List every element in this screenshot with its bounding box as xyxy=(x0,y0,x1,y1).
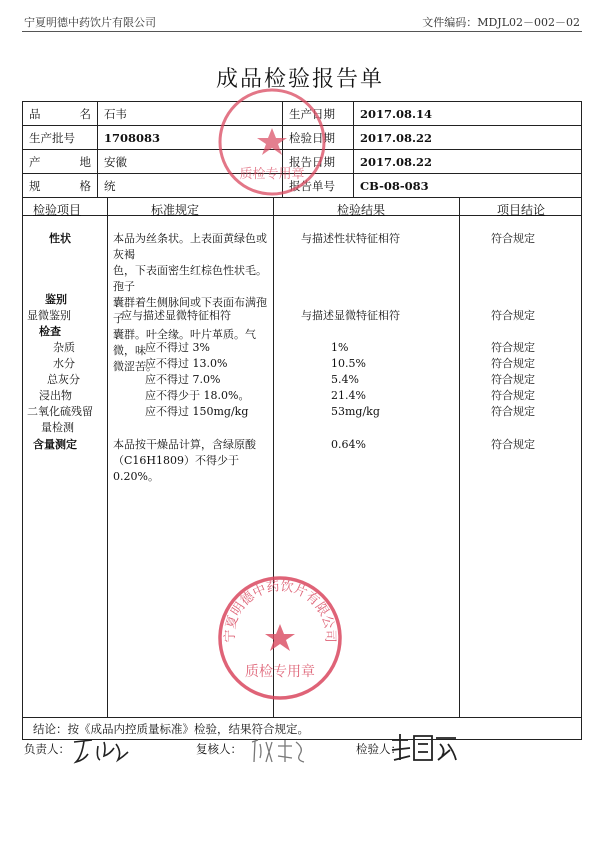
report-date: 2017.08.22 xyxy=(354,150,582,174)
item-ash: 总灰分 xyxy=(47,373,80,386)
origin-label: 产 地 xyxy=(23,150,98,174)
col-divider xyxy=(107,198,108,717)
quality-stamp-top xyxy=(216,86,328,198)
standard-water: 应不得过 13.0% xyxy=(145,357,228,370)
final-conclusion: 结论：按《成品内控质量标准》检验，结果符合规定。 xyxy=(33,722,309,736)
item-so2 xyxy=(27,404,93,436)
item-extract: 浸出物 xyxy=(39,389,72,402)
item-water: 水分 xyxy=(53,357,75,370)
inspector-label: 检验人： xyxy=(356,742,402,756)
conclusion-ash: 符合规定 xyxy=(491,373,535,386)
origin: 安徽 xyxy=(98,150,283,174)
standard-impurity: 应不得过 3% xyxy=(145,341,210,354)
result-ash: 5.4% xyxy=(331,373,359,386)
col-header-item: 检验项目 xyxy=(33,203,82,217)
file-number xyxy=(422,14,580,30)
report-date-label: 报告日期 xyxy=(283,150,354,174)
name-label: 品 名 xyxy=(23,102,98,126)
standard-line: （C16H1809）不得少于 0.20%。 xyxy=(113,454,240,483)
standard-line: 色，下表面密生红棕色性状毛。孢子 xyxy=(113,264,267,293)
test-date: 2017.08.22 xyxy=(354,126,582,150)
batch-number: 1708083 xyxy=(98,126,283,150)
conclusion-appearance: 符合规定 xyxy=(491,232,535,245)
spec-label: 规 格 xyxy=(23,174,98,198)
result-impurity: 1% xyxy=(331,341,349,354)
conclusion-water: 符合规定 xyxy=(491,357,535,370)
company-name: 宁夏明德中药饮片有限公司 xyxy=(24,16,156,29)
reviewer-signature xyxy=(248,736,308,766)
col-header-standard: 标准规定 xyxy=(151,203,200,217)
result-appearance: 与描述性状特征相符 xyxy=(301,232,400,245)
result-water: 10.5% xyxy=(331,357,366,370)
result-so2: 53mg/kg xyxy=(331,405,380,418)
standard-line: 囊群。叶全缘。叶片革质。气微，味 xyxy=(113,328,256,357)
item-impurity: 杂质 xyxy=(53,341,75,354)
item-microscope: 显微鉴别 xyxy=(27,309,71,322)
report-number: CB-08-083 xyxy=(354,174,582,198)
conclusion-extract: 符合规定 xyxy=(491,389,535,402)
item-so2-line: 量检测 xyxy=(41,421,74,434)
test-date-label: 检验日期 xyxy=(283,126,354,150)
file-number-value: MDJL02－002－02 xyxy=(477,16,580,29)
item-assay: 含量测定 xyxy=(33,438,77,451)
spec: 统 xyxy=(98,174,283,198)
col-divider xyxy=(459,198,460,717)
report-no-label: 报告单号 xyxy=(283,174,354,198)
item-so2-line: 二氧化硫残留 xyxy=(27,405,93,418)
standard-line: 囊群着生侧脉间或下表面布满孢子 xyxy=(113,296,267,325)
conclusion-so2: 符合规定 xyxy=(491,405,535,418)
standard-microscope: 应与描述显微特征相符 xyxy=(121,309,231,322)
standard-extract: 应不得少于 18.0%。 xyxy=(145,389,250,402)
batch-label: 生产批号 xyxy=(23,126,98,150)
stamp-company: 宁夏明德中药饮片有限公司 xyxy=(222,579,338,643)
standard-line: 本品按干燥品计算，含绿原酸 xyxy=(113,438,256,451)
file-number-label: 文件编码： xyxy=(422,16,478,29)
conclusion-microscope: 符合规定 xyxy=(491,309,535,322)
standard-assay xyxy=(113,437,273,485)
conclusion-divider xyxy=(23,717,581,718)
result-assay: 0.64% xyxy=(331,438,366,451)
standard-line: 微涩苦。 xyxy=(113,360,157,373)
quality-stamp xyxy=(214,572,346,704)
prod-date: 2017.08.14 xyxy=(354,102,582,126)
stamp-text: 质检专用章 xyxy=(245,664,315,680)
product-name: 石韦 xyxy=(98,102,283,126)
conclusion-impurity: 符合规定 xyxy=(491,341,535,354)
standard-ash: 应不得过 7.0% xyxy=(145,373,221,386)
page-title: 成品检验报告单 xyxy=(215,67,384,92)
conclusion-assay: 符合规定 xyxy=(491,438,535,451)
group-identify: 鉴别 xyxy=(45,293,67,306)
standard-line: 本品为丝条状。上表面黄绿色或灰褐 xyxy=(113,232,267,261)
group-check: 检查 xyxy=(39,325,61,338)
prod-date-label: 生产日期 xyxy=(283,102,354,126)
responsible-signature xyxy=(70,734,130,768)
result-microscope: 与描述显微特征相符 xyxy=(301,309,400,322)
inspector-signature xyxy=(388,730,460,766)
header-divider xyxy=(22,31,582,32)
reviewer-label: 复核人： xyxy=(196,742,242,756)
responsible-label: 负责人： xyxy=(24,742,70,756)
col-header-conclusion: 项目结论 xyxy=(497,203,546,217)
standard-so2: 应不得过 150mg/kg xyxy=(145,405,249,418)
result-extract: 21.4% xyxy=(331,389,366,402)
stamp-text-top: 质检专用章 xyxy=(239,167,305,182)
col-header-result: 检验结果 xyxy=(337,203,386,217)
item-appearance: 性状 xyxy=(49,232,71,245)
